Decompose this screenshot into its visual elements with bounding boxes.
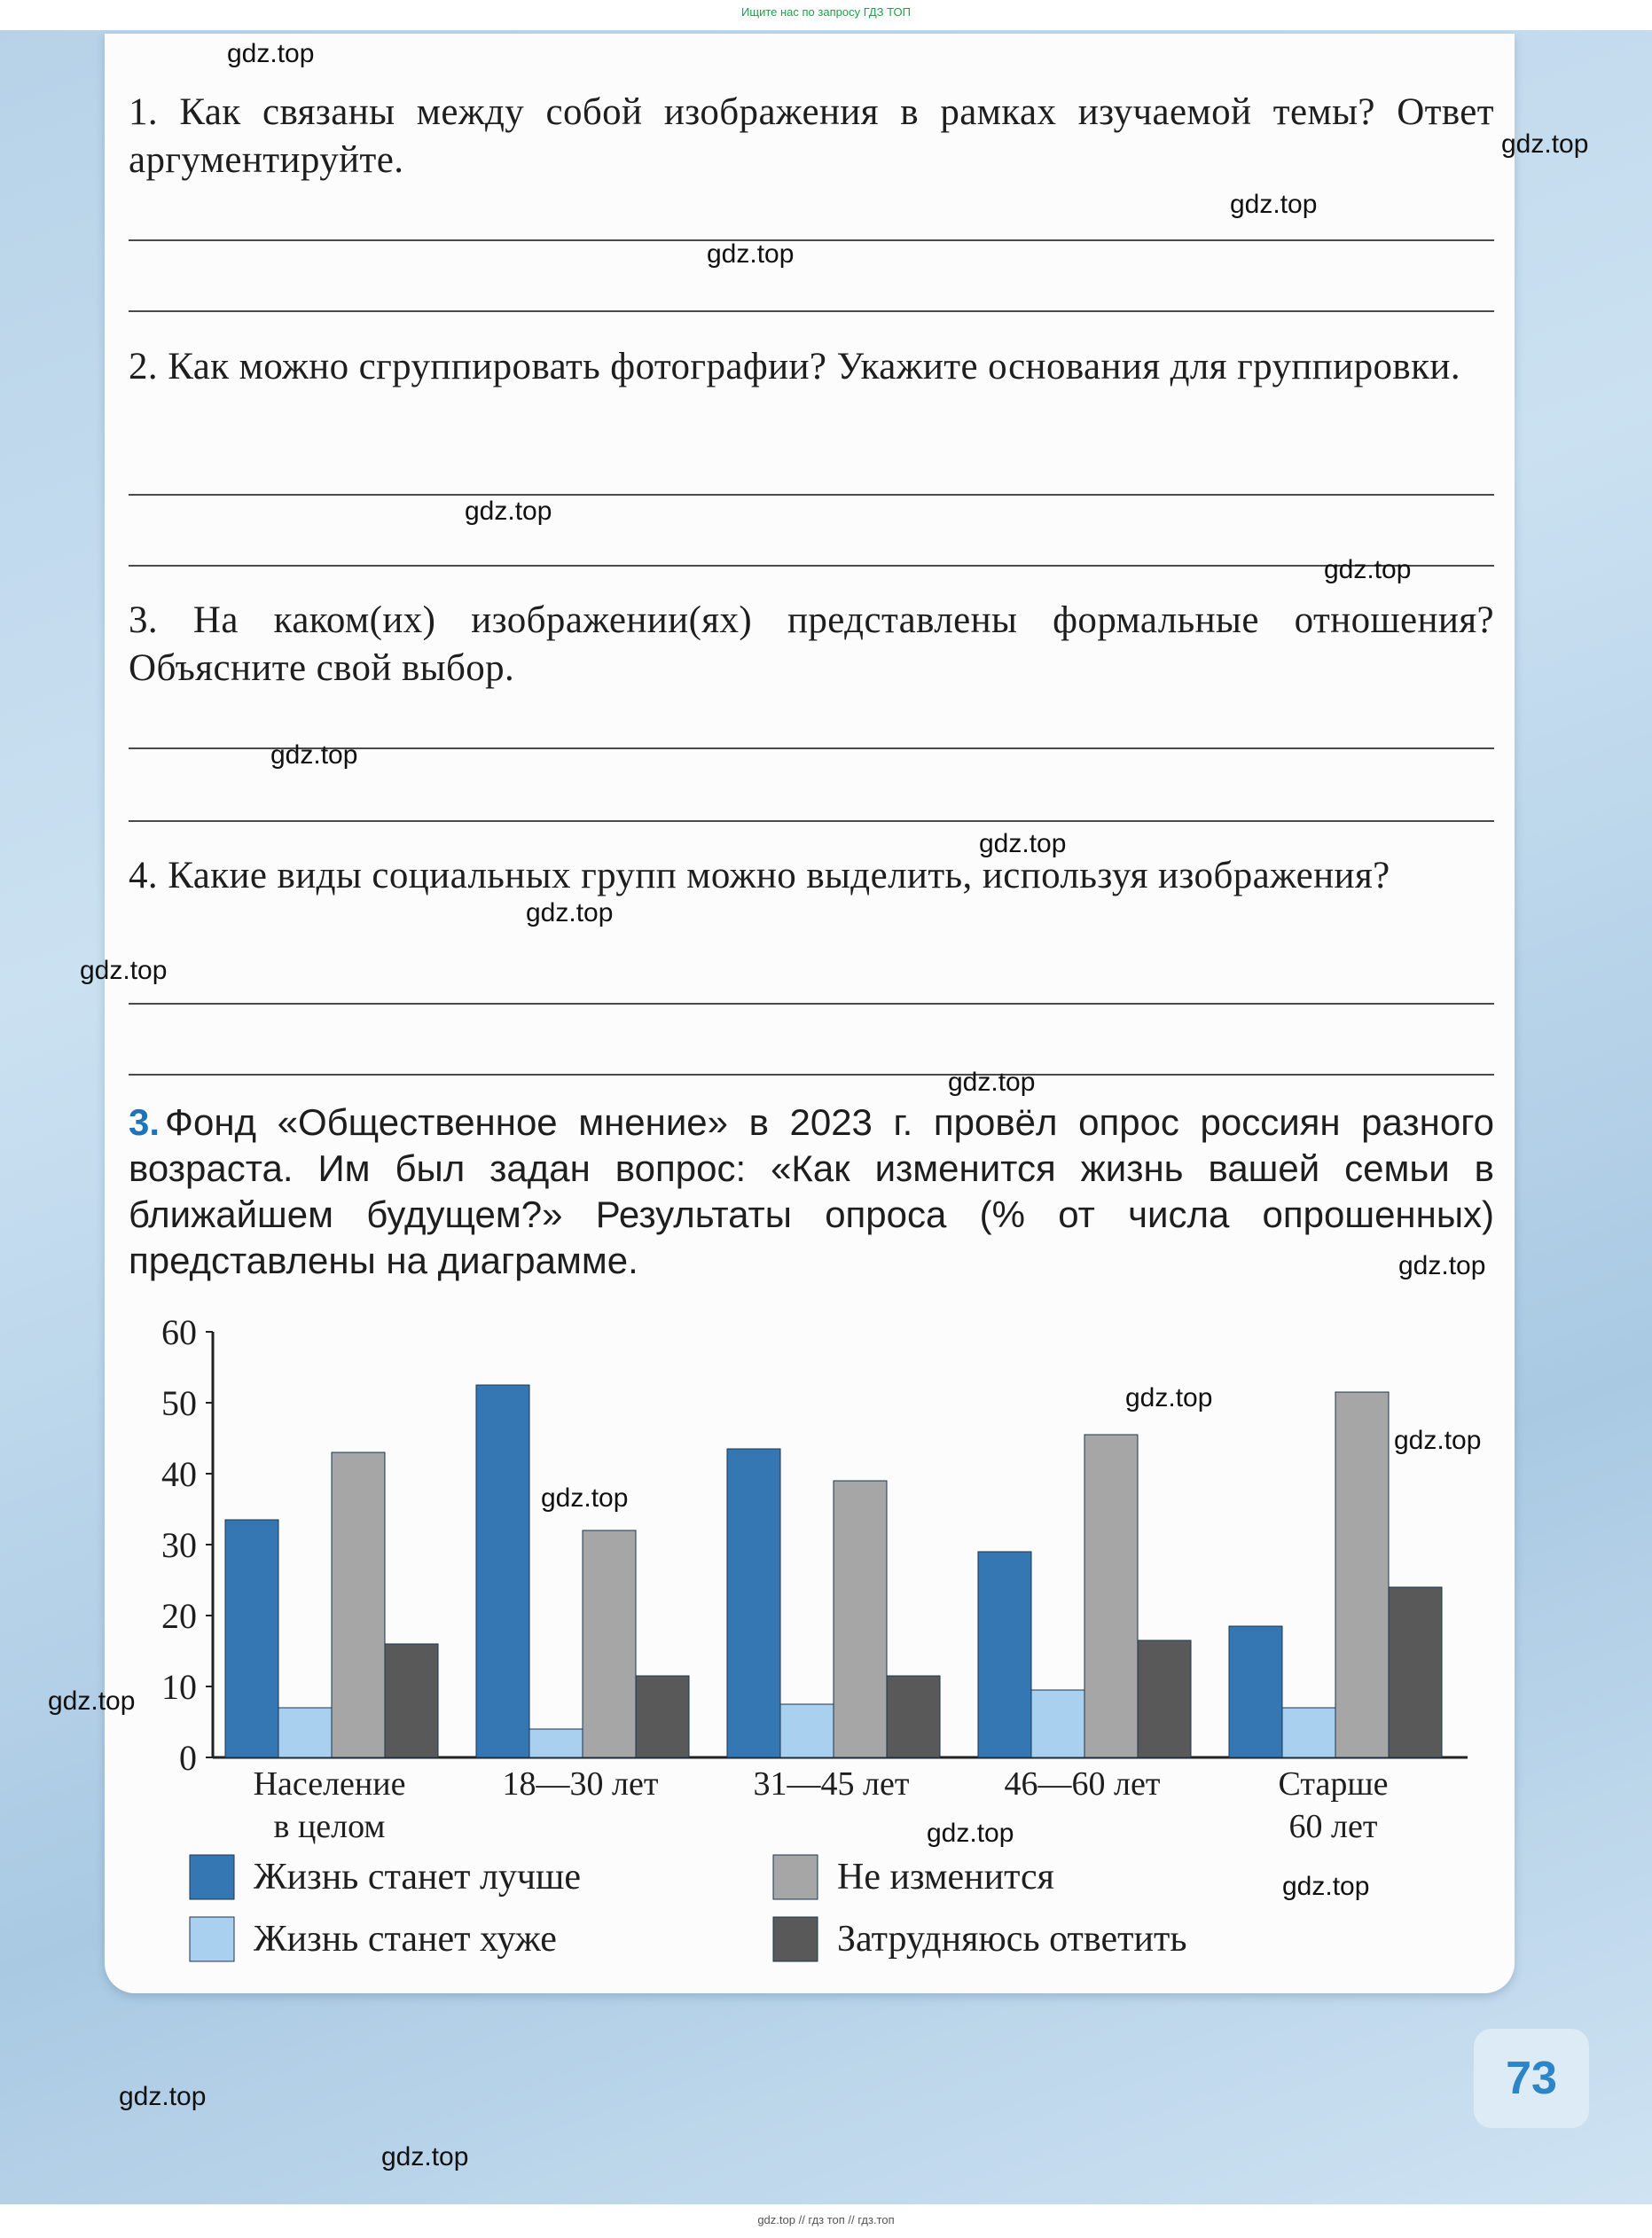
legend-label-2: Не изменится (837, 1857, 1054, 1898)
bar-4-0 (1229, 1626, 1282, 1757)
bar-3-3 (1138, 1640, 1191, 1757)
bar-1-2 (583, 1530, 636, 1757)
watermark: gdz.top (979, 829, 1067, 858)
x-tick-label: в целом (273, 1808, 386, 1845)
bar-3-2 (1084, 1435, 1138, 1757)
task-text: Фонд «Общественное мнение» в 2023 г. провёл опрос россиян разного возраста. Им был задан вопрос: «Как изменится жизнь вашей семьи в ближайшем будущем?» Результаты опроса (% от числа опрошенных) представлены на диаграмме. (129, 1101, 1494, 1281)
watermark: gdz.top (1282, 1872, 1370, 1901)
legend-label-1: Жизнь станет хуже (254, 1919, 557, 1960)
y-tick-label: 30 (161, 1525, 197, 1565)
y-tick-label: 0 (179, 1738, 197, 1778)
question-2: 2. Как можно сгруппировать фотографии? Укажите основания для группировки. (129, 346, 1460, 387)
watermark: gdz.top (227, 39, 315, 68)
x-tick-label: 31—45 лет (753, 1765, 910, 1803)
watermark: gdz.top (948, 1068, 1036, 1097)
y-tick-label: 60 (161, 1312, 197, 1352)
watermark: gdz.top (1501, 129, 1589, 159)
watermark: gdz.top (526, 898, 614, 927)
watermark: gdz.top (48, 1686, 136, 1716)
bar-4-3 (1389, 1587, 1442, 1757)
bar-4-2 (1335, 1392, 1389, 1757)
bar-4-1 (1282, 1708, 1335, 1757)
y-tick-label: 50 (161, 1383, 197, 1423)
watermark: gdz.top (1398, 1251, 1486, 1280)
watermark: gdz.top (119, 2082, 207, 2111)
watermark: gdz.top (927, 1819, 1014, 1848)
legend-swatch-3 (773, 1917, 818, 1961)
x-tick-label: Население (253, 1765, 406, 1803)
question-3: 3. На каком(их) изображении(ях) представлены формальные отношения? Объясните свой выбор. (129, 599, 1494, 689)
watermark: gdz.top (1125, 1383, 1213, 1412)
legend-swatch-2 (773, 1855, 818, 1899)
bar-3-1 (1031, 1690, 1084, 1757)
bar-2-1 (780, 1704, 834, 1757)
site-note: Ищите нас по запросу ГДЗ ТОП (741, 5, 911, 19)
x-tick-label: 18—30 лет (502, 1765, 659, 1803)
bar-2-2 (834, 1481, 887, 1757)
bar-1-3 (636, 1676, 689, 1757)
bar-2-3 (887, 1676, 940, 1757)
x-tick-label: 46—60 лет (1004, 1765, 1161, 1803)
bar-3-0 (978, 1552, 1031, 1757)
x-tick-label: Старше (1278, 1765, 1389, 1803)
question-1: 1. Как связаны между собой изображения в рамках изучаемой темы? Ответ аргументируйте. (129, 91, 1494, 181)
bar-2-0 (727, 1449, 780, 1757)
footer-note: gdz.top // гдз топ // гдз.топ (757, 2213, 895, 2226)
watermark: gdz.top (707, 239, 795, 269)
legend-label-0: Жизнь станет лучше (254, 1857, 582, 1898)
watermark: gdz.top (270, 740, 358, 770)
bar-0-0 (225, 1520, 278, 1757)
watermark: gdz.top (465, 497, 552, 526)
legend-swatch-1 (190, 1917, 234, 1961)
question-4: 4. Какие виды социальных групп можно выделить, используя изображения? (129, 855, 1390, 896)
bar-0-1 (278, 1708, 332, 1757)
x-tick-label: 60 лет (1288, 1808, 1378, 1845)
y-tick-label: 40 (161, 1454, 197, 1494)
watermark: gdz.top (381, 2142, 469, 2171)
watermark: gdz.top (541, 1483, 629, 1513)
watermark: gdz.top (1324, 555, 1412, 584)
watermark: gdz.top (80, 956, 168, 985)
task-number: 3. (129, 1101, 161, 1143)
legend-label-3: Затрудняюсь ответить (837, 1919, 1187, 1960)
watermark: gdz.top (1394, 1426, 1482, 1455)
watermark: gdz.top (1230, 190, 1318, 219)
bar-1-1 (529, 1729, 583, 1757)
bar-1-0 (476, 1385, 529, 1757)
bar-0-3 (385, 1644, 438, 1757)
bar-0-2 (332, 1452, 385, 1757)
y-tick-label: 20 (161, 1596, 197, 1636)
y-tick-label: 10 (161, 1667, 197, 1707)
page-number: 73 (1474, 2029, 1589, 2128)
legend-swatch-0 (190, 1855, 234, 1899)
